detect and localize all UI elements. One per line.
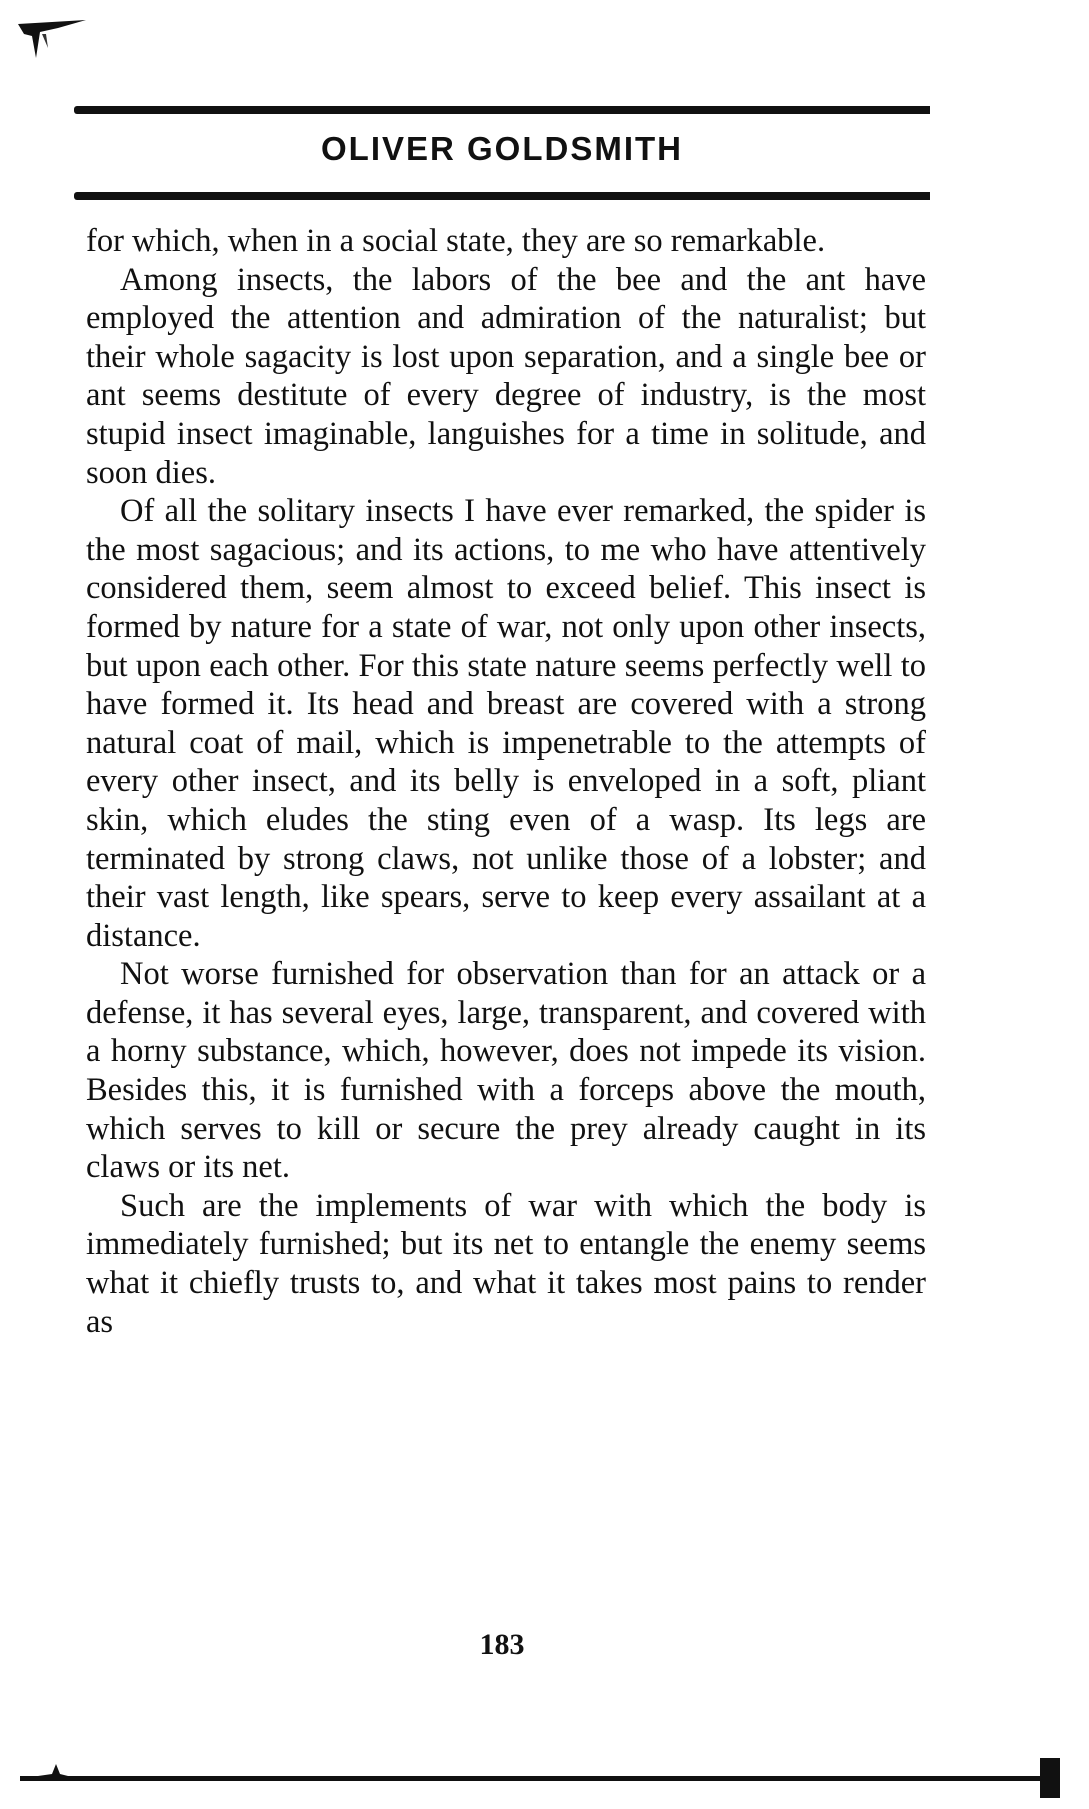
- body-text: [86, 222, 926, 1341]
- top-rule: [74, 106, 930, 114]
- bottom-rule: [20, 1776, 1060, 1781]
- paragraph-2: Among insects, the labors of the bee and the ant have employed the attention and admiration of the naturalist; but their whole sagacity is lost upon separation, and a single bee or ant seems destitute of every degree of industry, is the most stupid insect imaginable, languishes for a time in solitude, and soon dies.: [86, 261, 926, 491]
- page-number: 183: [479, 1628, 525, 1661]
- bottom-right-ink-block: [1040, 1758, 1060, 1798]
- header-rule: [74, 192, 930, 200]
- paragraph-1: for which, when in a social state, they are so remarkable.: [86, 223, 826, 259]
- paragraph-5: Such are the implements of war with which the body is immediately furnished; but its net to entangle the enemy seems what it chiefly trusts to, and what it takes most pains to render as: [86, 1187, 926, 1340]
- corner-ink-mark: [18, 18, 88, 68]
- paragraph-3: Of all the solitary insects I have ever remarked, the spider is the most sagacious; and its actions, to me who have attentively considered them, seem almost to exceed belief. This insect is formed by nature for a state of war, not only upon other insects, but upon each other. For this state nature seems perfectly well to have formed it. Its head and breast are covered with a strong natural coat of mail, which is impenetrable to the attempts of every other insect, and its belly is enveloped in a soft, pliant skin, which eludes the sting even of a wasp. Its legs are terminated by strong claws, not unlike those of a lobster; and their vast length, like spears, serve to keep every assailant at a distance.: [86, 493, 926, 954]
- running-head: OLIVER GOLDSMITH: [321, 130, 683, 167]
- paragraph-4: Not worse furnished for observation than for an attack or a defense, it has several eyes, large, transparent, and covered with a horny substance, which, however, does not impede its vision. Besides this, it is furnished with a forceps above the mouth, which serves to kill or secure the prey already caught in its claws or its net.: [86, 956, 926, 1186]
